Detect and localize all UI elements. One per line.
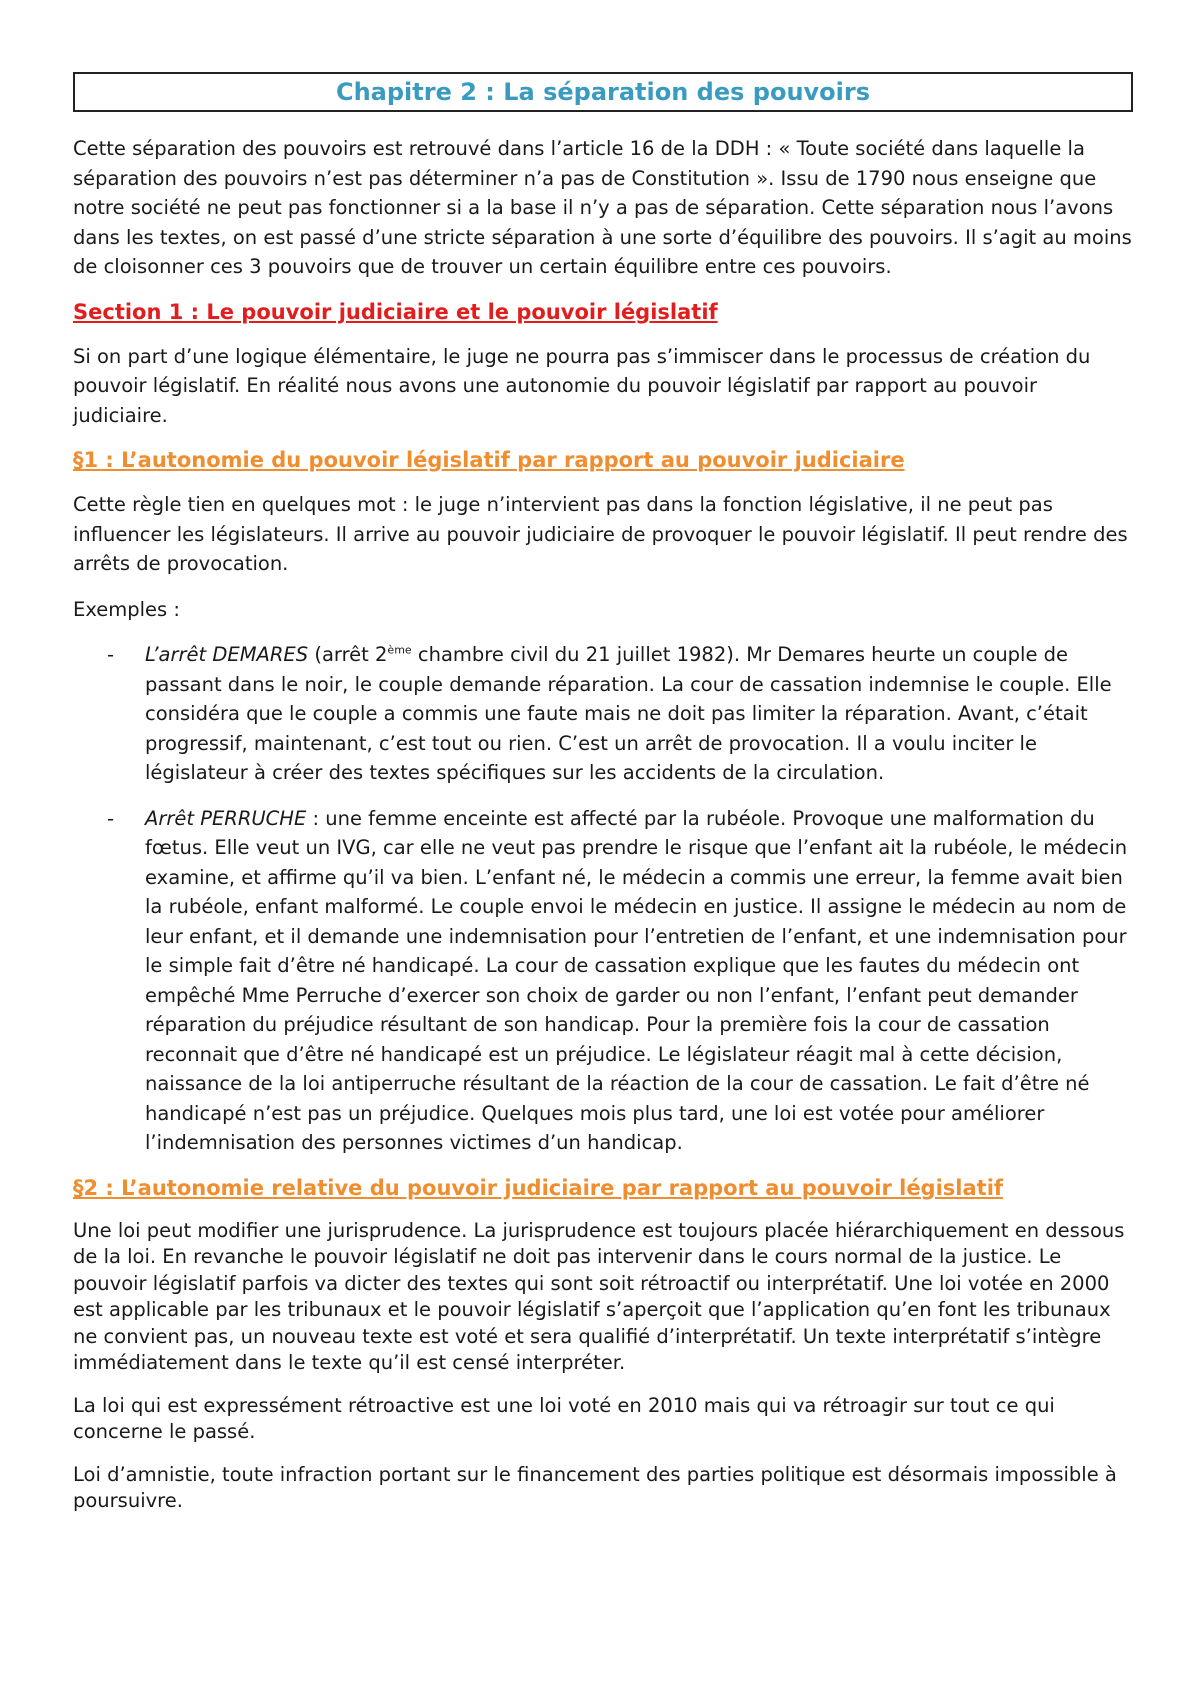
intro-paragraph: Cette séparation des pouvoirs est retrouvé dans l’article 16 de la DDH : « Toute société dans laquelle la séparation des pouvoirs n’est pas déterminer n’a pas de Constitution ». Issu de 1790 nous enseigne que notre société ne peut pas fonctionner si a la base il n’y a pas de séparation. Cette séparation nous l’avons dans les textes, on est passé d’une stricte séparation à une sorte d’équilibre des pouvoirs. Il s’agit au moins de cloisonner ces 3 pouvoirs que de trouver un certain équilibre entre ces pouvoirs. xyxy=(73,137,1132,278)
subsection-2-paragraph: Une loi peut modifier une jurisprudence. La jurisprudence est toujours placée hiérarchiquement en dessous de la loi. En revanche le pouvoir législatif ne doit pas intervenir dans le cours normal de la justice. Le pouvoir législatif parfois va dicter des textes qui sont soit rétroactif ou interprétatif. Une loi votée en 2000 est applicable par les tribunaux et le pouvoir législatif s’aperçoit que l’application qu’en font les tribunaux ne convient pas, un nouveau texte est voté et sera qualifié d’interprétatif. Un texte interprétatif s’intègre immédiatement dans le texte qu’il est censé interpréter. xyxy=(73,1218,1125,1374)
document-content xyxy=(73,72,1133,1531)
list-item xyxy=(73,640,1133,788)
subsection-2-heading: §2 : L’autonomie relative du pouvoir judiciaire par rapport au pouvoir législatif xyxy=(73,1175,1004,1200)
list-dash: - xyxy=(107,806,115,830)
case-text: : une femme enceinte est affecté par la rubéole. Provoque une malformation du fœtus. Elle veut un IVG, car elle ne veut pas prendre le risque que l’enfant ait la rubéole, le médecin examine, et affirme qu’il va bien. L’enfant né, le médecin a commis une erreur, la femme avait bien la rubéole, enfant malformé. Le couple envoi le médecin en justice. Il assigne le médecin au nom de leur enfant, et il demande une indemnisation pour l’entretien de l’enfant, et une indemnisation pour le simple fait d’être né handicapé. La cour de cassation explique que les fautes du médecin ont empêché Mme Perruche d’exercer son choix de garder ou non l’enfant, l’enfant peut demander réparation du préjudice résultant de son handicap. Pour la première fois la cour de cassation reconnait que d’être né handicapé est un préjudice. Le législateur réagit mal à cette décision, naissance de la loi antiperruche résultant de la réaction de la cour de cassation. Le fait d’être né handicapé n’est pas un préjudice. Quelques mois plus tard, une loi est votée pour améliorer l’indemnisation des personnes victimes d’un handicap. xyxy=(145,806,1128,1154)
list-dash: - xyxy=(107,643,115,666)
subsection-2-paragraph: La loi qui est expressément rétroactive est une loi voté en 2010 mais qui va rétroagir sur tout ce qui concerne le passé. xyxy=(73,1393,1055,1443)
subsection-2-paragraph: Loi d’amnistie, toute infraction portant sur le financement des parties politique est désormais impossible à poursuivre. xyxy=(73,1462,1117,1512)
chapter-title: Chapitre 2 : La séparation des pouvoirs xyxy=(335,78,871,106)
section-1-heading: Section 1 : Le pouvoir judiciaire et le pouvoir législatif xyxy=(73,299,718,324)
section-1-paragraph: Si on part d’une logique élémentaire, le juge ne pourra pas s’immiscer dans le processus de création du pouvoir législatif. En réalité nous avons une autonomie du pouvoir législatif par rapport au pouvoir judiciaire. xyxy=(73,344,1091,427)
superscript: ème xyxy=(387,643,412,657)
subsection-1-paragraph: Cette règle tien en quelques mot : le juge n’intervient pas dans la fonction législative, il ne peut pas influencer les législateurs. Il arrive au pouvoir judiciaire de provoquer le pouvoir législatif. Il peut rendre des arrêts de provocation. xyxy=(73,493,1128,575)
subsection-1-heading: §1 : L’autonomie du pouvoir législatif par rapport au pouvoir judiciaire xyxy=(73,448,905,472)
case-text: chambre civil du 21 juillet 1982). Mr Demares heurte un couple de passant dans le noir, le couple demande réparation. La cour de cassation indemnise le couple. Elle considéra que le couple a commis une faute mais ne doit pas limiter la réparation. Avant, c’était progressif, maintenant, c’est tout ou rien. C’est un arrêt de provocation. Il a voulu inciter le législateur à créer des textes spécifiques sur les accidents de la circulation. xyxy=(145,643,1112,784)
examples-list xyxy=(73,640,1133,1158)
examples-label: Exemples : xyxy=(73,597,180,621)
case-text: (arrêt 2 xyxy=(308,643,388,666)
list-item xyxy=(73,804,1133,1158)
case-name: L’arrêt DEMARES xyxy=(145,643,309,666)
chapter-title-box xyxy=(73,72,1133,112)
case-name: Arrêt PERRUCHE xyxy=(145,806,307,830)
